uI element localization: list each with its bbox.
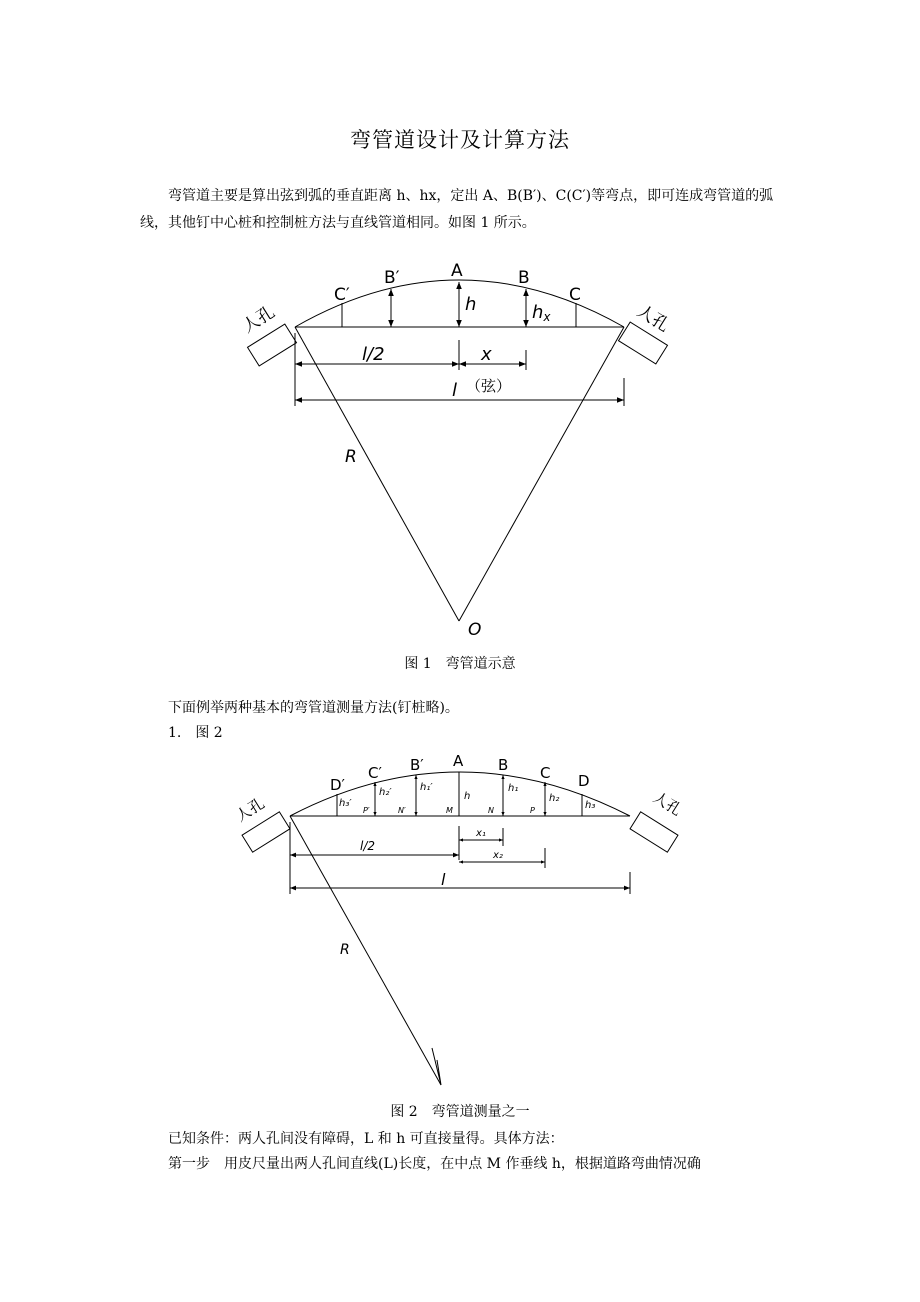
label2-manhole-right: 人孔 (649, 788, 685, 820)
label2-d: D (578, 772, 590, 790)
label2-d1: D′ (330, 776, 345, 794)
label2-m: M (446, 806, 453, 815)
label2-h3p: h₃′ (339, 798, 352, 809)
radius-right (459, 327, 624, 621)
item-1-label: 1. 图 2 (168, 725, 223, 741)
label-hx-sub: x (543, 310, 551, 324)
document-title: 弯管道设计及计算方法 (350, 128, 570, 152)
method-intro: 下面例举两种基本的弯管道测量方法(钉桩略)。 (168, 700, 459, 716)
label-o: O (468, 620, 482, 640)
figure-1-diagram (0, 255, 920, 655)
figure-2-diagram (0, 745, 920, 1090)
label2-h1: h₁ (508, 783, 519, 794)
label2-x2: x₂ (493, 850, 503, 861)
label2-c1: C′ (368, 764, 382, 782)
label-hx (532, 302, 551, 324)
label2-p1: P′ (363, 806, 370, 815)
manhole-right-box-2 (630, 812, 678, 852)
intro-paragraph: 弯管道主要是算出弦到弧的垂直距离 h、hx，定出 A、B(B′)、C(C′)等弯点，即可连成弯管道的弧线，其他钉中心桩和控制桩方法与直线管道相同。如图 1 所示。 (140, 188, 774, 231)
label2-r: R (340, 942, 350, 958)
label2-half-l: l/2 (360, 839, 376, 853)
label2-h: h (464, 791, 471, 802)
label-manhole-left: 人孔 (239, 302, 279, 338)
step-1: 第一步 用皮尺量出两人孔间直线(L)长度，在中点 M 作垂线 h，根据道路弯曲情况确 (168, 1156, 701, 1172)
label-l: l (452, 380, 458, 401)
label2-c: C (540, 764, 551, 782)
label-half-l: l/2 (362, 344, 385, 365)
label2-b: B (498, 756, 509, 774)
label-hx-base: h (532, 302, 544, 323)
label-x: x (481, 344, 492, 365)
label2-h3: h₃ (585, 800, 596, 811)
label2-h1p: h₁′ (420, 782, 433, 793)
label-chord: （弦） (466, 377, 512, 395)
radius-left (295, 327, 459, 621)
figure-2-caption: 图 2 弯管道测量之一 (390, 1104, 530, 1120)
label2-b1: B′ (410, 756, 424, 774)
label-h: h (465, 294, 477, 315)
label2-p: P (530, 806, 535, 815)
label-r: R (345, 447, 357, 467)
label-b: B (518, 268, 530, 288)
radius-line-2 (290, 816, 441, 1085)
label-b1: B′ (384, 268, 400, 288)
label2-a: A (453, 752, 464, 770)
label2-l: l (441, 870, 446, 889)
figure-1-caption: 图 1 弯管道示意 (404, 656, 516, 672)
label2-manhole-left: 人孔 (232, 794, 268, 826)
radius-arrowhead (432, 1048, 441, 1085)
label2-h2p: h₂′ (379, 787, 392, 798)
label-c: C (569, 285, 581, 305)
label2-n: N (488, 806, 494, 815)
label-manhole-right: 人孔 (633, 301, 673, 337)
label-c1: C′ (334, 285, 350, 305)
label2-x1: x₁ (476, 828, 486, 839)
label-a: A (451, 261, 463, 281)
label2-h2: h₂ (549, 793, 560, 804)
label2-n1: N′ (398, 806, 406, 815)
known-conditions: 已知条件：两人孔间没有障碍，L 和 h 可直接量得。具体方法： (168, 1131, 564, 1147)
